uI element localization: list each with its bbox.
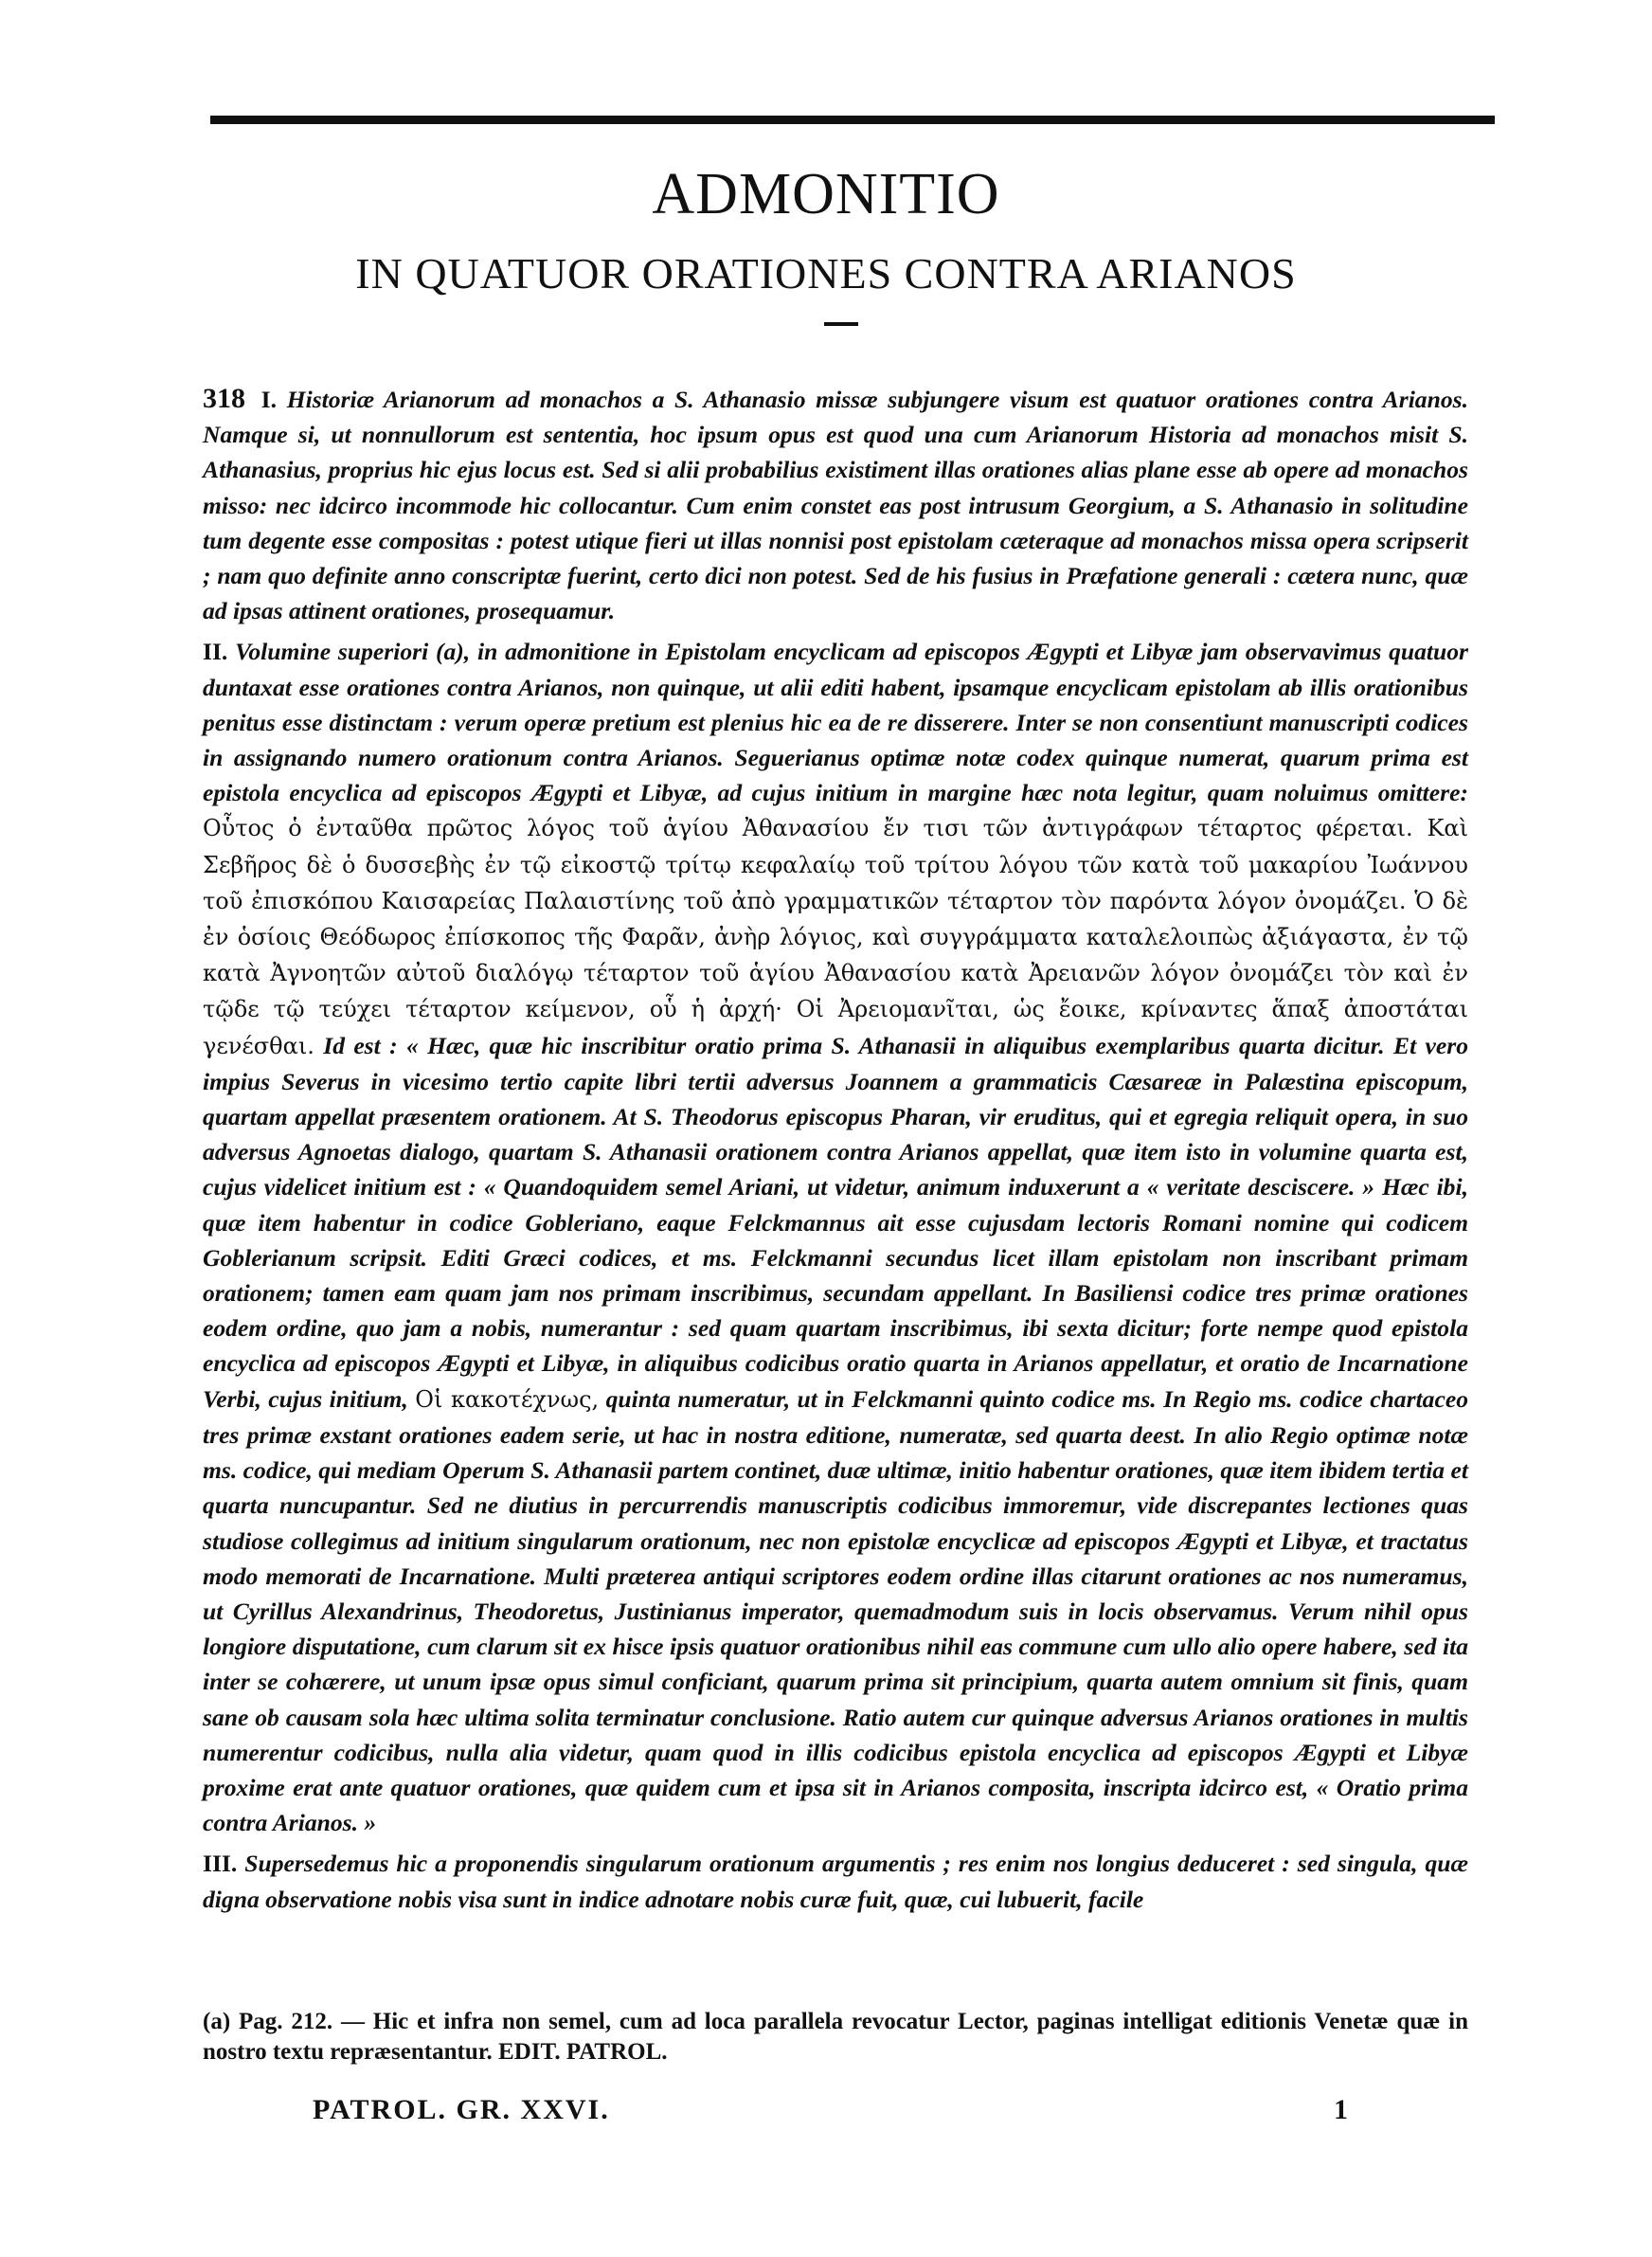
greek-incipit: Οἱ κακοτέχνως, (415, 1385, 600, 1413)
paragraph-text: Historiæ Arianorum ad monachos a S. Athanasio missæ subjungere visum est quatuor orationes contra Arianos. Namque si, ut nonnullorum est sententia, hoc ipsum opus est quod una cum Arianorum Historia ad monachos misit S. Athanasius, proprius hic ejus locus est. Sed si alii probabilius existiment illas orationes alias plane esse ab opere ad monachos misso: nec idcirco incommode hic collocantur. Cum enim constet eas post intrusum Georgium, a S. Athanasio in solitudine tum degente esse compositas : potest utique fieri ut illas nonnisi post epistolam cæteraque ad monachos missa opera scripserit ; nam quo definite anno conscriptæ fuerint, certo dici non potest. Sed de his fusius in Præfatione generali : cætera nunc, quæ ad ipsas attinent orationes, prosequamur. (203, 386, 1468, 625)
column-number: 318 (203, 383, 245, 414)
paragraph-text: Id est : « Hæc, quæ hic inscribitur oratio prima S. Athanasii in aliquibus exemplaribus quarta dicitur. Et vero impius Severus in vicesimo tertio capite libri tertii adversus Joannem a grammaticis Cæsareæ in Palæstina episcopum, quartam appellat præsentem orationem. At S. Theodorus episcopus Pharan, vir eruditus, qui et egregia reliquit opera, in suo adversus Agnoetas dialogo, quartam S. Athanasii orationem contra Arianos appellat, quæ item isto in volumine quarta est, cujus videlicet initium est : « Quandoquidem semel Ariani, ut videtur, animum induxerunt a « veritate desciscere. » Hæc ibi, quæ item habentur in codice Gobleriano, eaque Felckmannus ait esse cujusdam lectoris Romani nomine qui codicem Goblerianum scripsit. Editi Græci codices, et ms. Felckmanni secundus licet illam epistolam non inscribant primam orationem; tamen eam quam jam nos primam inscribimus, secundam appellant. In Basiliensi codice tres primæ orationes eodem ordine, quo jam a nobis, numerantur : sed quam quartam inscribimus, ibi sexta dicitur; forte nempe quod epistola encyclica ad episcopos Ægypti et Libyæ, in aliquibus codicibus oratio quarta in Arianos appellatur, et oratio de Incarnatione Verbi, cujus initium, (203, 1031, 1468, 1413)
footnote: (a) Pag. 212. — Hic et infra non semel, cum ad loca parallela revocatur Lector, paginas intelligat editionis Venetæ quæ in nostro textu repræsentantur. EDIT. PATROL. (203, 2009, 1468, 2065)
page-subtitle: IN QUATUOR ORATIONES CONTRA ARIANOS (355, 249, 1297, 298)
top-rule (210, 116, 1495, 124)
body-text (203, 381, 1468, 1917)
footer-volume: PATROL. GR. XXVI. (313, 2094, 610, 2125)
paragraph-number: III. (203, 1850, 238, 1878)
greek-quotation: Οὗτος ὁ ἐνταῦθα πρῶτος λόγος τοῦ ἁγίου Ἀθανασίου ἔν τισι τῶν ἀντιγράφων τέταρτος φέρεται. Καὶ Σεβῆρος δὲ ὁ δυσσεβὴς ἐν τῷ εἰκοστῷ τρίτῳ κεφαλαίῳ τοῦ τρίτου λόγου τῶν κατὰ τοῦ μακαρίου Ἰωάννου τοῦ ἐπισκόπου Καισαρείας Παλαιστίνης τοῦ ἀπὸ γραμματικῶν τέταρτον τὸν παρόντα λόγον ὀνομάζει. Ὁ δὲ ἐν ὁσίοις Θεόδωρος ἐπίσκοπος τῆς Φαρᾶν, ἀνὴρ λόγιος, καὶ συγγράμματα καταλελοιπὼς ἀξιάγαστα, ἐν τῷ κατὰ Ἀγνοητῶν αὐτοῦ διαλόγῳ τέταρτον τοῦ ἁγίου Ἀθανασίου κατὰ Ἀρειανῶν λόγον ὀνομάζει τὸν καὶ ἐν τῷδε τῷ τεύχει τέταρτον κείμενον, οὗ ἡ ἀρχή· Οἱ Ἀρειομανῖται, ὡς ἔοικε, κρίναντες ἅπαξ ἀποστάται γενέσθαι. (203, 815, 1468, 1059)
paragraph-number: I. (260, 386, 278, 413)
paragraph-text: Supersedemus hic a proponendis singularum orationum argumentis ; res enim nos longius deduceret : sed singula, quæ digna observatione nobis visa sunt in indice adnotare nobis curæ fuit, quæ, cui lubuerit, facile (203, 1850, 1468, 1913)
paragraph-text: Volumine superiori (a), in admonitione in Epistolam encyclicam ad episcopos Ægypti et Libyæ jam observavimus quatuor duntaxat esse orationes contra Arianos, non quinque, ut alii editi habent, ipsamque encyclicam epistolam ab illis orationibus penitus esse distinctam : verum operæ pretium est plenius hic ea de re disserere. Inter se non consentiunt manuscripti codices in assignando numero orationum contra Arianos. Seguerianus optimæ notæ codex quinque numerat, quarum prima est epistola encyclica ad episcopos Ægypti et Libyæ, ad cujus initium in margine hæc nota legitur, quam noluimus omittere: (203, 638, 1469, 807)
page-title: ADMONITIO (652, 162, 1000, 226)
paragraph-2 (203, 634, 1468, 1840)
paragraph-1 (203, 381, 1468, 628)
paragraph-number: II. (203, 638, 228, 666)
title-divider (824, 322, 858, 326)
paragraph-3 (203, 1846, 1468, 1916)
paragraph-text: quinta numeratur, ut in Felckmanni quinto codice ms. In Regio ms. codice chartaceo tres primæ exstant orationes eadem serie, ut hac in nostra editione, numeratæ, sed quarta deest. In alio Regio optimæ notæ ms. codice, qui mediam Operum S. Athanasii partem continet, duæ ultimæ, initio habentur orationes, quæ item ibidem tertia et quarta nuncupantur. Sed ne diutius in percurrendis manuscriptis codicibus immoremur, vide discrepantes lectiones quas studiose collegimus ad initium singularum orationum, nec non epistolæ encyclicæ ad episcopos Ægypti et Libyæ, et tractatus modo memorati de Incarnatione. Multi præterea antiqui scriptores eodem ordine illas citarunt orationes ac nos numeramus, ut Cyrillus Alexandrinus, Theodoretus, Justinianus imperator, quemadmodum suis in locis observamus. Verum nihil opus longiore disputatione, cum clarum sit ex hisce ipsis quatuor orationibus nihil eas commune cum ullo alio opere habere, sed ita inter se cohærere, ut unum ipsæ opus simul conficiant, quarum prima sit principium, quarta autem omnium sit finis, quam sane ob causam sola hæc ultima solita terminatur conclusione. Ratio autem cur quinque adversus Arianos orationes in multis numerentur codicibus, nulla alia videtur, quam quod in illis codicibus epistola encyclica ad episcopos Ægypti et Libyæ proxime erat ante quatuor orationes, quæ quidem cum et ipsa sit in Arianos composita, inscripta idcirco est, « Oratio prima contra Arianos. » (203, 1384, 1468, 1837)
footer-signature: 1 (1334, 2094, 1348, 2125)
